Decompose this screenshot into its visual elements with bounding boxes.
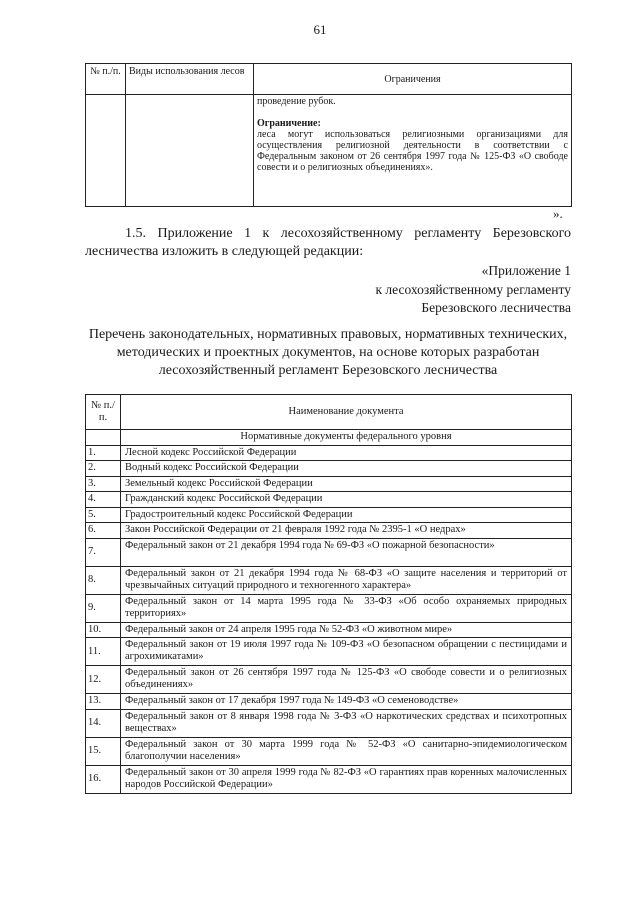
- document-name: Гражданский кодекс Российской Федерации: [121, 492, 572, 508]
- table-row: [86, 476, 572, 492]
- documents-table: [85, 394, 572, 794]
- appendix-heading: [376, 262, 572, 318]
- table-row: [86, 492, 572, 508]
- cell-forest-use-type: [126, 95, 254, 207]
- document-name: Земельный кодекс Российской Федерации: [121, 476, 572, 492]
- table-row: [86, 622, 572, 638]
- cell-number: [86, 430, 121, 446]
- row-number: 15.: [86, 737, 121, 765]
- row-number: 4.: [86, 492, 121, 508]
- table-row: [86, 461, 572, 477]
- table-header-row: [86, 395, 572, 430]
- document-name: Водный кодекс Российской Федерации: [121, 461, 572, 477]
- document-name: Федеральный закон от 14 марта 1995 года № 33-ФЗ «Об особо охраняемых природных территориях»: [121, 594, 572, 622]
- table-row: [86, 507, 572, 523]
- document-name: Градостроительный кодекс Российской Федерации: [121, 507, 572, 523]
- section-subheader: Нормативные документы федерального уровня: [121, 430, 572, 446]
- row-number: 9.: [86, 594, 121, 622]
- row-number: 2.: [86, 461, 121, 477]
- closing-quote: ».: [553, 206, 563, 221]
- row-number: 13.: [86, 694, 121, 710]
- row-number: 14.: [86, 709, 121, 737]
- row-number: 1.: [86, 445, 121, 461]
- table-header-row: [86, 64, 572, 95]
- table-row: [86, 666, 572, 694]
- row-number: 11.: [86, 638, 121, 666]
- header-forest-use-type: Виды использования лесов: [126, 64, 254, 95]
- document-name: Федеральный закон от 21 декабря 1994 года № 68-ФЗ «О защите населения и территорий от чрезвычайных ситуаций природного и техногенного характера»: [121, 566, 572, 594]
- document-name: Федеральный закон от 19 июля 1997 года № 109-ФЗ «О безопасном обращении с пестицидами и агрохимикатами»: [121, 638, 572, 666]
- row-number: 7.: [86, 538, 121, 566]
- table-row: [86, 709, 572, 737]
- table-row: [86, 566, 572, 594]
- appendix-heading-line: Березовского лесничества: [421, 300, 571, 315]
- table-row: [86, 538, 572, 566]
- table-row: [86, 594, 572, 622]
- restriction-line: проведение рубок.: [257, 96, 336, 107]
- cell-restrictions: [254, 95, 572, 207]
- table-row: [86, 445, 572, 461]
- table-row: [86, 765, 572, 793]
- restrictions-table-continuation: [85, 63, 572, 207]
- header-restrictions: Ограничения: [254, 64, 572, 95]
- document-name: Федеральный закон от 26 сентября 1997 года № 125-ФЗ «О свободе совести и о религиозных объединениях»: [121, 666, 572, 694]
- amendment-paragraph: 1.5. Приложение 1 к лесохозяйственному регламенту Березовского лесничества изложить в следующей редакции:: [85, 226, 571, 259]
- list-title: Перечень законодательных, нормативных правовых, нормативных технических, методических и проектных документов, на основе которых разработан лесохозяйственный регламент Березовского лесничества: [88, 327, 568, 378]
- row-number: 6.: [86, 523, 121, 539]
- restriction-text: леса могут использоваться религиозными организациями для осуществления религиозной деятельности в соответствии с Федеральным законом от 26 сентября 1997 года № 125-ФЗ «О свободе совести и о религиозных объединениях».: [257, 129, 568, 173]
- row-number: 5.: [86, 507, 121, 523]
- restriction-title: Ограничение:: [257, 118, 321, 129]
- row-number: 16.: [86, 765, 121, 793]
- table-row: [86, 737, 572, 765]
- table-row: [86, 95, 572, 207]
- cell-number: [86, 95, 126, 207]
- document-name: Федеральный закон от 24 апреля 1995 года № 52-ФЗ «О животном мире»: [121, 622, 572, 638]
- document-name: Федеральный закон от 30 апреля 1999 года № 82-ФЗ «О гарантиях прав коренных малочисленных народов Российской Федерации»: [121, 765, 572, 793]
- subheader-row: [86, 430, 572, 446]
- document-name: Федеральный закон от 30 марта 1999 года № 52-ФЗ «О санитарно-эпидемиологическом благополучии населения»: [121, 737, 572, 765]
- page-number: 61: [313, 22, 327, 37]
- document-name: Лесной кодекс Российской Федерации: [121, 445, 572, 461]
- document-name: Федеральный закон от 8 января 1998 года № 3-ФЗ «О наркотических средствах и психотропных веществах»: [121, 709, 572, 737]
- table-row: [86, 523, 572, 539]
- header-document-name: Наименование документа: [121, 395, 572, 430]
- row-number: 8.: [86, 566, 121, 594]
- document-name: Федеральный закон от 17 декабря 1997 года № 149-ФЗ «О семеноводстве»: [121, 694, 572, 710]
- row-number: 3.: [86, 476, 121, 492]
- document-name: Федеральный закон от 21 декабря 1994 года № 69-ФЗ «О пожарной безопасности»: [121, 538, 572, 566]
- appendix-heading-line: «Приложение 1: [481, 263, 571, 278]
- appendix-heading-line: к лесохозяйственному регламенту: [375, 281, 571, 297]
- header-number: № п./п.: [86, 395, 121, 430]
- row-number: 10.: [86, 622, 121, 638]
- header-number: № п./п.: [86, 64, 126, 95]
- document-name: Закон Российской Федерации от 21 февраля 1992 года № 2395-1 «О недрах»: [121, 523, 572, 539]
- table-row: [86, 694, 572, 710]
- row-number: 12.: [86, 666, 121, 694]
- table-row: [86, 638, 572, 666]
